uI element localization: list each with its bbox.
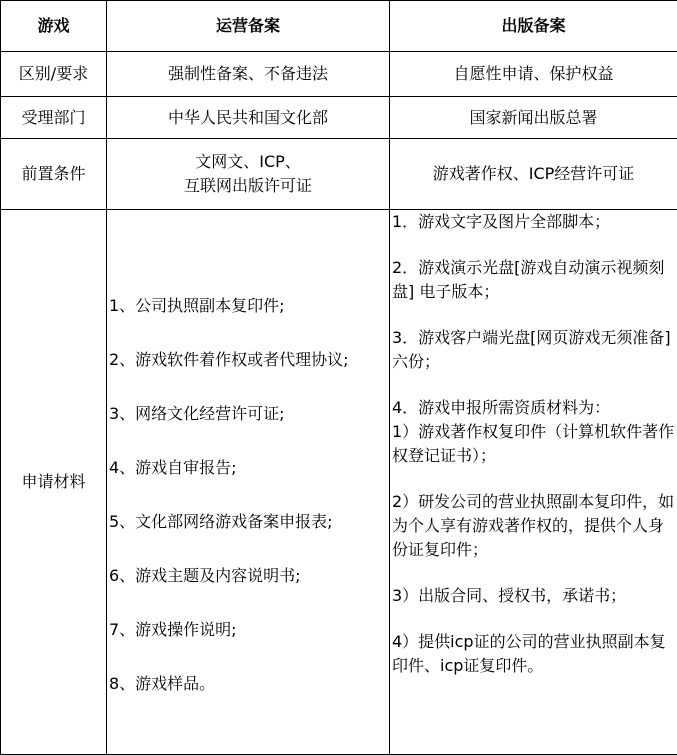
row-prerequisite bbox=[1, 139, 677, 210]
header-publication-filing: 出版备案 bbox=[390, 1, 677, 52]
row-label-materials: 申请材料 bbox=[1, 210, 107, 755]
operation-material-4: 4、游戏自审报告; bbox=[107, 456, 389, 480]
publication-material-4-sub4: 4）提供icp证的公司的营业执照副本复印件、icp证复印件。 bbox=[390, 630, 677, 678]
row-difference bbox=[1, 52, 677, 97]
operation-material-7: 7、游戏操作说明; bbox=[107, 618, 389, 642]
operation-material-1: 1、公司执照副本复印件; bbox=[107, 294, 389, 318]
prerequisite-operation-line2: 互联网出版许可证 bbox=[107, 174, 389, 198]
publication-material-4-sub2: 2）研发公司的营业执照副本复印件，如为个人享有游戏著作权的，提供个人身份证复印件； bbox=[390, 490, 677, 562]
publication-material-1: 1．游戏文字及图片全部脚本； bbox=[390, 210, 677, 234]
operation-material-3: 3、网络文化经营许可证; bbox=[107, 402, 389, 426]
department-operation: 中华人民共和国文化部 bbox=[107, 97, 390, 139]
row-label-prerequisite: 前置条件 bbox=[1, 139, 107, 210]
publication-material-3: 3．游戏客户端光盘[网页游戏无须准备] 六份； bbox=[390, 326, 677, 374]
operation-material-8: 8、游戏样品。 bbox=[107, 672, 389, 696]
prerequisite-publication: 游戏著作权、ICP经营许可证 bbox=[390, 139, 677, 210]
materials-operation-list bbox=[107, 210, 390, 755]
header-operation-filing: 运营备案 bbox=[107, 1, 390, 52]
publication-material-4-sub3: 3）出版合同、授权书，承诺书； bbox=[390, 584, 677, 608]
department-publication: 国家新闻出版总署 bbox=[390, 97, 677, 139]
row-department bbox=[1, 97, 677, 139]
publication-material-2: 2．游戏演示光盘[游戏自动演示视频刻盘] 电子版本； bbox=[390, 256, 677, 304]
operation-material-6: 6、游戏主题及内容说明书; bbox=[107, 564, 389, 588]
operation-material-2: 2、游戏软件着作权或者代理协议; bbox=[107, 348, 389, 372]
row-materials bbox=[1, 210, 677, 755]
difference-publication: 自愿性申请、保护权益 bbox=[390, 52, 677, 97]
publication-material-4: 4．游戏申报所需资质材料为： bbox=[390, 396, 677, 420]
materials-publication-list bbox=[390, 210, 677, 755]
row-label-difference: 区别/要求 bbox=[1, 52, 107, 97]
operation-material-5: 5、文化部网络游戏备案申报表; bbox=[107, 510, 389, 534]
prerequisite-operation bbox=[107, 139, 390, 210]
prerequisite-operation-line1: 文网文、ICP、 bbox=[107, 150, 389, 174]
difference-operation: 强制性备案、不备违法 bbox=[107, 52, 390, 97]
row-label-department: 受理部门 bbox=[1, 97, 107, 139]
publication-material-4-sub1: 1）游戏著作权复印件（计算机软件著作权登记证书）； bbox=[390, 420, 677, 468]
header-game: 游戏 bbox=[1, 1, 107, 52]
header-row bbox=[1, 1, 677, 52]
